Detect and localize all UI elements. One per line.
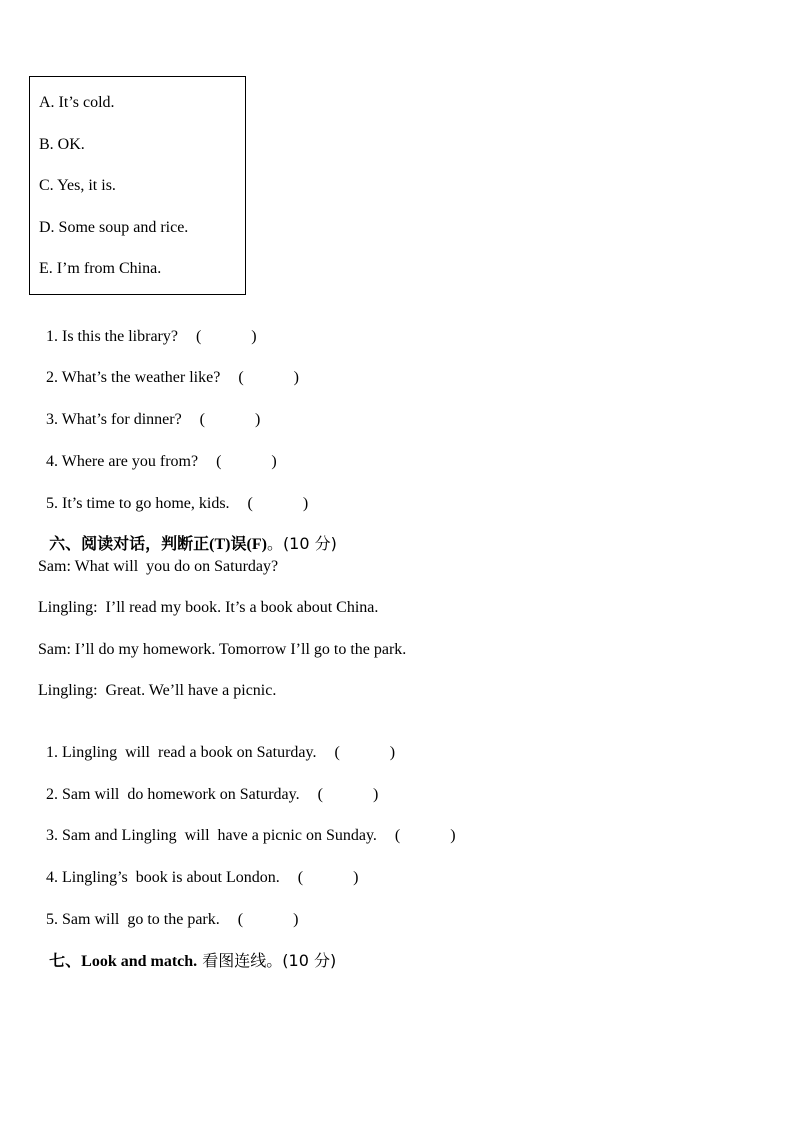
dialogue-line: Lingling: Great. We’ll have a picnic. [38, 682, 277, 699]
heading-false-mark: (F) [246, 536, 267, 553]
answer-paren-close: ) [450, 827, 456, 844]
answer-paren-close: ) [251, 328, 257, 345]
answer-options-box [29, 76, 246, 295]
option-e: E. I’m from China. [39, 260, 162, 277]
question-text: 5. It’s time to go home, kids. [46, 495, 230, 512]
heading-prefix: 六、阅读对话，判断正 [49, 534, 210, 553]
statement-text: 4. Lingling’s book is about London. [46, 869, 280, 886]
answer-paren-open: ( [237, 911, 244, 928]
heading-english: Look and match. [81, 953, 198, 970]
answer-paren-open: ( [195, 328, 202, 345]
statement-text: 2. Sam will do homework on Saturday. [46, 786, 300, 803]
section-seven-heading [38, 931, 336, 972]
answer-paren-open: ( [297, 869, 304, 886]
heading-score: 。(10 分) [266, 534, 337, 553]
section-six-heading [38, 514, 337, 555]
statement-text: 5. Sam will go to the park. [46, 911, 220, 928]
answer-paren-open: ( [317, 786, 323, 803]
question-row [38, 474, 308, 514]
statement-row [38, 723, 395, 763]
statement-row [38, 765, 378, 805]
dialogue-line: Sam: What will you do on Saturday? [38, 558, 279, 575]
heading-chinese: 看图连线。(10 分) [197, 951, 337, 970]
question-text: 2. What’s the weather like? [46, 369, 221, 386]
answer-paren-close: ) [389, 744, 396, 761]
option-b: B. OK. [39, 136, 85, 153]
statement-text: 1. Lingling will read a book on Saturday. [46, 744, 317, 761]
heading-true-mark: (T) [209, 536, 231, 553]
answer-paren-open: ( [199, 411, 205, 428]
dialogue-line: Lingling: I’ll read my book. It’s a book about China. [38, 599, 379, 616]
statement-text: 3. Sam and Lingling will have a picnic on Sunday. [46, 827, 377, 844]
answer-paren-open: ( [216, 453, 222, 470]
dialogue-line: Sam: I’ll do my homework. Tomorrow I’ll go to the park. [38, 641, 407, 658]
answer-paren-close: ) [302, 495, 309, 512]
statement-row [38, 890, 298, 930]
question-text: 4. Where are you from? [46, 453, 199, 470]
statement-row [38, 848, 358, 888]
answer-paren-close: ) [372, 786, 379, 803]
question-row [38, 432, 277, 472]
option-c: C. Yes, it is. [39, 177, 116, 194]
option-a: A. It’s cold. [39, 94, 115, 111]
question-text: 3. What’s for dinner? [46, 411, 182, 428]
question-row [38, 348, 299, 388]
heading-mid: 误 [230, 534, 247, 553]
answer-paren-close: ) [271, 453, 277, 470]
question-row [38, 307, 257, 347]
answer-paren-open: ( [238, 369, 244, 386]
answer-paren-open: ( [334, 744, 340, 761]
answer-paren-close: ) [353, 869, 359, 886]
question-text: 1. Is this the library? [46, 328, 178, 345]
option-d: D. Some soup and rice. [39, 219, 189, 236]
question-row [38, 390, 260, 430]
answer-paren-close: ) [293, 911, 299, 928]
answer-paren-close: ) [255, 411, 261, 428]
answer-paren-open: ( [394, 827, 401, 844]
answer-paren-close: ) [293, 369, 299, 386]
heading-prefix: 七、 [49, 951, 82, 970]
answer-paren-open: ( [247, 495, 253, 512]
statement-row [38, 806, 456, 846]
